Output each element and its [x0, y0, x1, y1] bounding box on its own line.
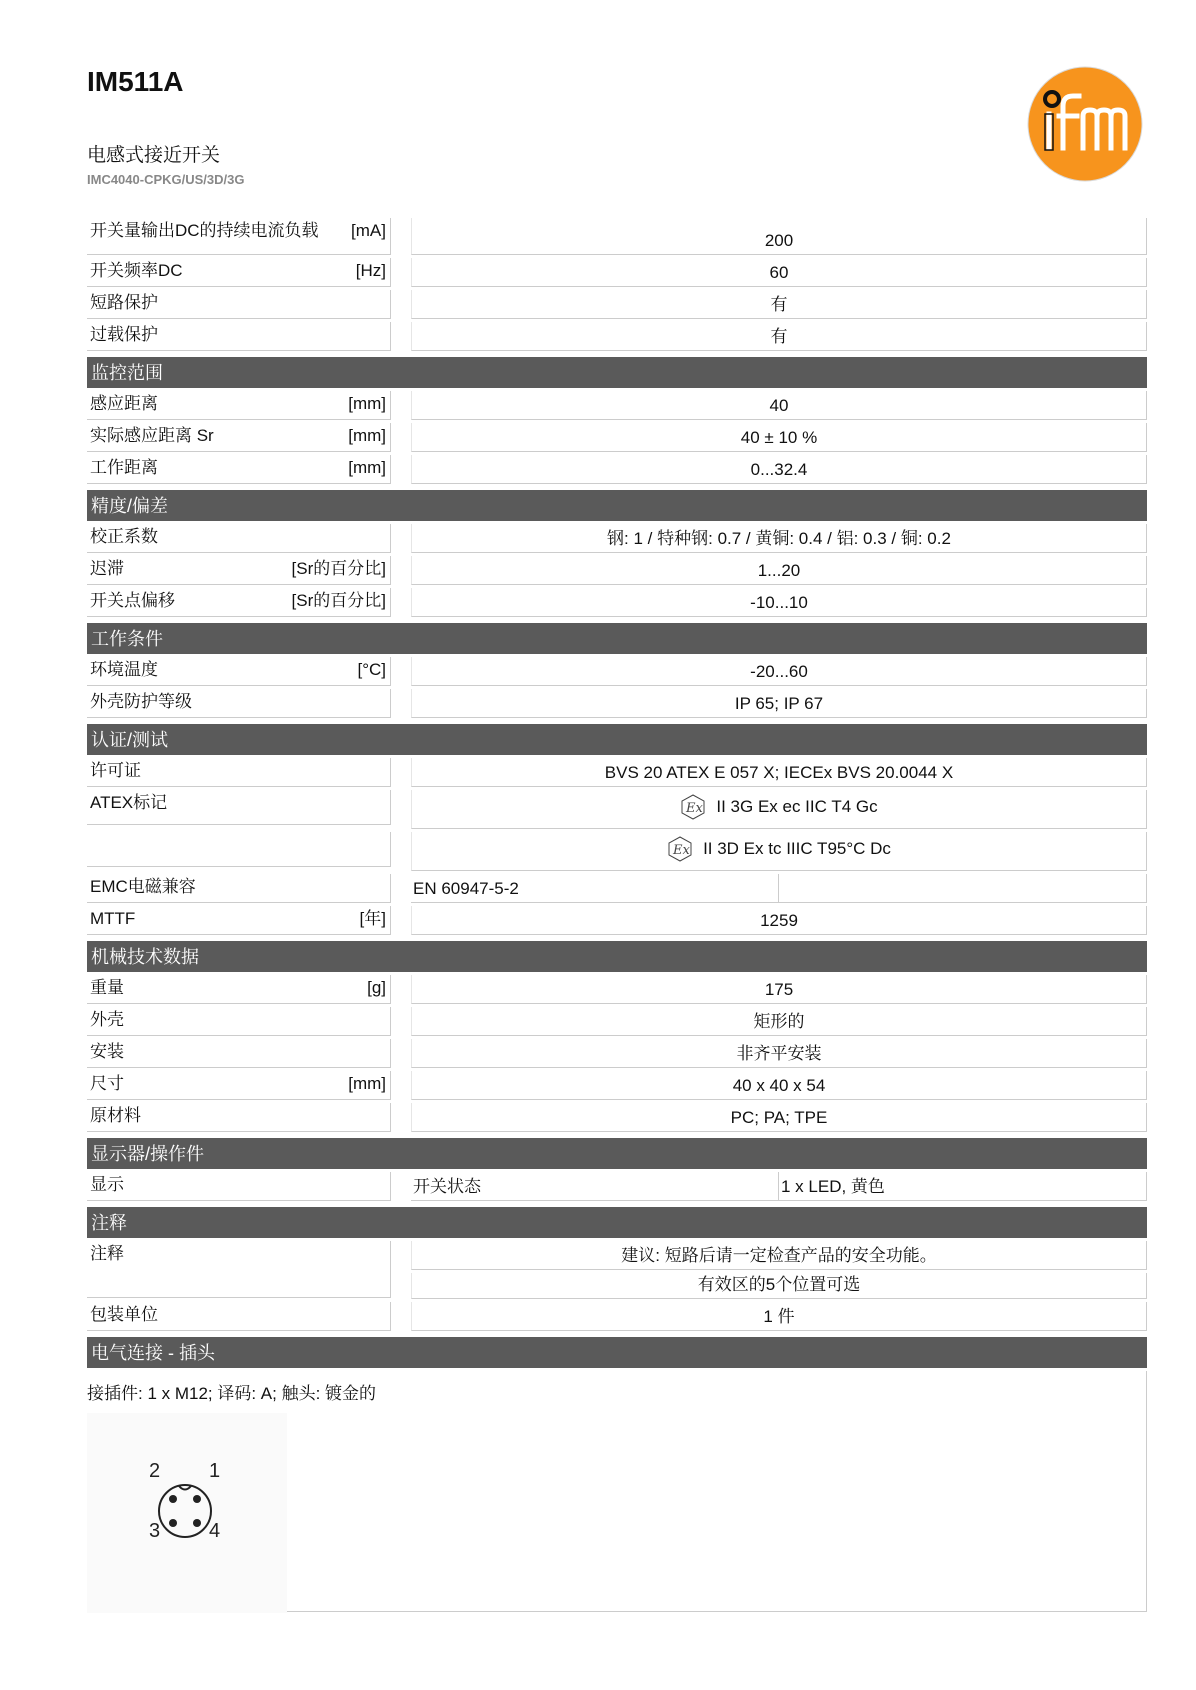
- spec-value: -20...60: [411, 657, 1147, 686]
- spec-label: 包装单位: [90, 1305, 158, 1324]
- datasheet-table: [87, 218, 1147, 1612]
- spec-value: EN 60947-5-2: [411, 874, 779, 903]
- spec-row: [87, 906, 1147, 935]
- spec-value: 有: [411, 322, 1147, 351]
- spec-value: 1...20: [411, 556, 1147, 585]
- spec-unit: [mA]: [351, 221, 386, 240]
- spec-value: BVS 20 ATEX E 057 X; IECEx BVS 20.0044 X: [411, 758, 1147, 787]
- atex-marking-3g: II 3G Ex ec IIC T4 Gc: [716, 797, 878, 816]
- connection-description: 接插件: 1 x M12; 译码: A; 触头: 镀金的: [87, 1384, 377, 1403]
- spec-value: 0...32.4: [411, 455, 1147, 484]
- spec-row: [87, 1103, 1147, 1132]
- atex-marking-3d: II 3D Ex tc IIIC T95°C Dc: [703, 839, 891, 858]
- spec-label: 原材料: [90, 1106, 141, 1125]
- spec-label: MTTF: [90, 909, 136, 928]
- spec-value: 200: [411, 218, 1147, 255]
- svg-text:4: 4: [209, 1520, 221, 1542]
- spec-label: 感应距离: [90, 394, 158, 413]
- spec-value: IP 65; IP 67: [411, 689, 1147, 718]
- spec-row: [87, 1039, 1147, 1068]
- section-header-approvals: 认证/测试: [87, 724, 1147, 755]
- spec-label: 重量: [90, 978, 124, 997]
- ifm-logo: [1027, 66, 1143, 182]
- connection-panel: [87, 1371, 1147, 1612]
- spec-row: [87, 290, 1147, 319]
- spec-row: [87, 1302, 1147, 1331]
- section-header-connection: 电气连接 - 插头: [87, 1337, 1147, 1368]
- spec-label: 实际感应距离 Sr: [90, 426, 214, 445]
- spec-row: [87, 588, 1147, 617]
- spec-unit: [mm]: [348, 426, 386, 445]
- spec-label: 许可证: [90, 761, 141, 780]
- spec-label: 迟滞: [90, 559, 124, 578]
- spec-unit: [mm]: [348, 458, 386, 477]
- spec-value: 40: [411, 391, 1147, 420]
- spec-value: 钢: 1 / 特种钢: 0.7 / 黄铜: 0.4 / 铝: 0.3 / 铜: 0.2: [411, 524, 1147, 553]
- spec-value: 1259: [411, 906, 1147, 935]
- spec-row: [87, 874, 1147, 903]
- spec-label: 环境温度: [90, 660, 158, 679]
- spec-label: 安装: [90, 1042, 124, 1061]
- section-header-notes: 注释: [87, 1207, 1147, 1238]
- svg-text:Ex: Ex: [673, 843, 690, 858]
- product-code: IMC4040-CPKG/US/3D/3G: [87, 172, 245, 187]
- spec-label: 短路保护: [90, 293, 158, 312]
- spec-row: [87, 524, 1147, 553]
- spec-value: 有: [411, 290, 1147, 319]
- spec-value: 40 x 40 x 54: [411, 1071, 1147, 1100]
- spec-label: 显示: [90, 1175, 124, 1194]
- spec-label: 开关量输出DC的持续电流负载: [90, 221, 319, 240]
- spec-row: [87, 423, 1147, 452]
- section-header-operating: 工作条件: [87, 623, 1147, 654]
- spec-unit: [°C]: [357, 660, 386, 679]
- spec-value: -10...10: [411, 588, 1147, 617]
- spec-row: [87, 455, 1147, 484]
- spec-unit: [Sr的百分比]: [291, 591, 386, 610]
- svg-text:2: 2: [149, 1460, 161, 1482]
- spec-label: 开关频率DC: [90, 261, 183, 280]
- spec-row: [87, 218, 1147, 255]
- spec-row: [87, 689, 1147, 718]
- spec-row: [87, 1172, 1147, 1201]
- spec-sublabel: 开关状态: [411, 1172, 779, 1201]
- spec-row: [87, 1241, 1147, 1299]
- spec-label: 外壳防护等级: [90, 692, 192, 711]
- spec-row: [87, 657, 1147, 686]
- ex-symbol-icon: [667, 836, 693, 862]
- spec-value: 60: [411, 258, 1147, 287]
- spec-row: [87, 758, 1147, 787]
- spec-row: [87, 1007, 1147, 1036]
- svg-text:1: 1: [209, 1460, 221, 1482]
- spec-unit: [Sr的百分比]: [291, 559, 386, 578]
- svg-text:3: 3: [149, 1520, 161, 1542]
- spec-label: 工作距离: [90, 458, 158, 477]
- spec-label: 校正系数: [90, 527, 158, 546]
- spec-row: [87, 258, 1147, 287]
- spec-row: [87, 1071, 1147, 1100]
- spec-unit: [mm]: [348, 1074, 386, 1093]
- spec-value: 矩形的: [411, 1007, 1147, 1036]
- spec-unit: [Hz]: [355, 261, 386, 280]
- spec-label: 尺寸: [90, 1074, 124, 1093]
- spec-unit: [g]: [367, 978, 386, 997]
- section-header-display: 显示器/操作件: [87, 1138, 1147, 1169]
- spec-unit: [年]: [359, 909, 386, 928]
- spec-value: 175: [411, 975, 1147, 1004]
- section-header-monitor: 监控范围: [87, 357, 1147, 388]
- spec-value: PC; PA; TPE: [411, 1103, 1147, 1132]
- spec-value: 有效区的5个位置可选: [411, 1273, 1147, 1299]
- spec-value: 40 ± 10 %: [411, 423, 1147, 452]
- spec-label: ATEX标记: [90, 793, 168, 812]
- spec-label: 注释: [90, 1244, 124, 1263]
- svg-text:Ex: Ex: [686, 801, 704, 816]
- spec-value: 1 x LED, 黄色: [779, 1172, 1147, 1201]
- section-header-mechanical: 机械技术数据: [87, 941, 1147, 972]
- spec-value: 1 件: [411, 1302, 1147, 1331]
- ex-symbol-icon: [680, 794, 706, 820]
- spec-unit: [mm]: [348, 394, 386, 413]
- spec-row: [87, 975, 1147, 1004]
- spec-value: 建议: 短路后请一定检查产品的安全功能。: [411, 1241, 1147, 1270]
- spec-label: 开关点偏移: [90, 591, 175, 610]
- spec-value: [411, 790, 1147, 829]
- spec-value: [411, 832, 1147, 871]
- product-subtitle: 电感式接近开关: [87, 145, 221, 166]
- spec-value: 非齐平安装: [411, 1039, 1147, 1068]
- spec-label: 外壳: [90, 1010, 124, 1029]
- spec-row: [87, 322, 1147, 351]
- m12-pin-diagram: [87, 1413, 287, 1613]
- spec-row: [87, 391, 1147, 420]
- spec-row: [87, 832, 1147, 871]
- product-title: IM511A: [87, 66, 184, 97]
- spec-label: 过载保护: [90, 325, 158, 344]
- spec-row: [87, 790, 1147, 829]
- spec-row: [87, 556, 1147, 585]
- section-header-accuracy: 精度/偏差: [87, 490, 1147, 521]
- spec-label: EMC电磁兼容: [90, 877, 196, 896]
